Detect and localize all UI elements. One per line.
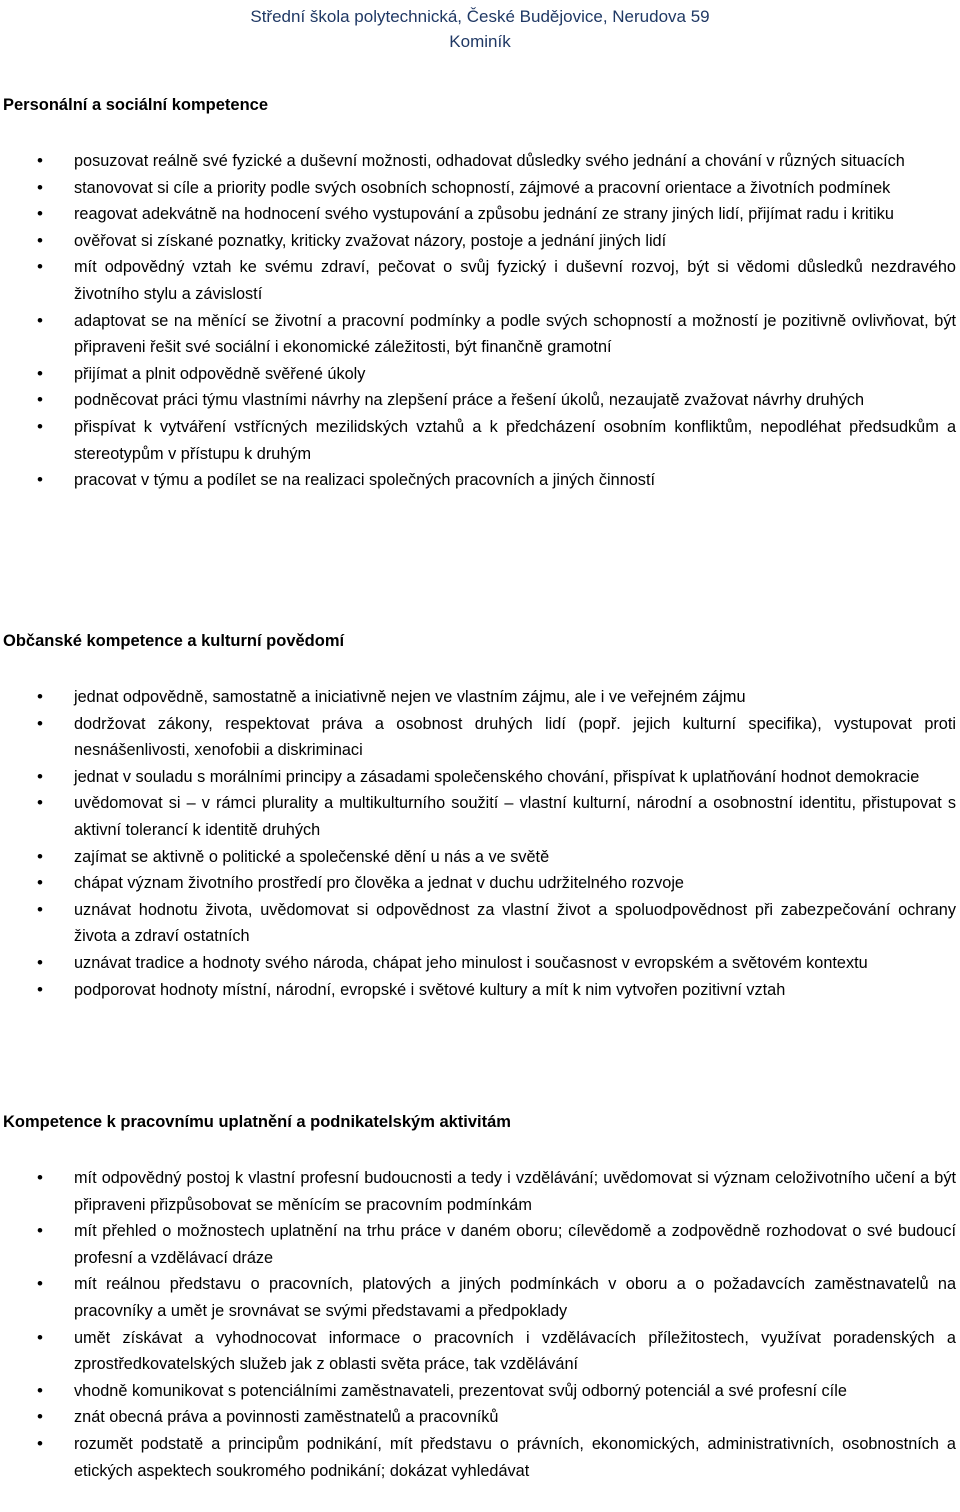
list-item: • uznávat hodnotu života, uvědomovat si odpovědnost za vlastní život a spoluodpovědnost při zabezpečování ochrany života a zdraví ostatních: [0, 897, 960, 950]
list-item: • zajímat se aktivně o politické a společenské dění u nás a ve světě: [0, 844, 960, 871]
list-item: • posuzovat reálně své fyzické a duševní možnosti, odhadovat důsledky svého jednání a chování v různých situacích: [0, 148, 960, 175]
list-item: • mít odpovědný postoj k vlastní profesní budoucnosti a tedy i vzdělávání; uvědomovat si význam celoživotního učení a být připraveni přizpůsobovat se měnícím se pracovním podmínkám: [0, 1165, 960, 1218]
list-item: • rozumět podstatě a principům podnikání, mít představu o právních, ekonomických, administrativních, osobnostních a etických aspektech soukromého podnikání; dokázat vyhledávat: [0, 1431, 960, 1484]
list-item: • uznávat tradice a hodnoty svého národa, chápat jeho minulost i současnost v evropském a světovém kontextu: [0, 950, 960, 977]
list-item: • chápat význam životního prostředí pro člověka a jednat v duchu udržitelného rozvoje: [0, 870, 960, 897]
list-item: • reagovat adekvátně na hodnocení svého vystupování a způsobu jednání ze strany jiných lidí, přijímat radu i kritiku: [0, 201, 960, 228]
list-item: • přijímat a plnit odpovědně svěřené úkoly: [0, 361, 960, 388]
list-item: • znát obecná práva a povinnosti zaměstnatelů a pracovníků: [0, 1404, 960, 1431]
section-heading-civic-cultural: Občanské kompetence a kulturní povědomí: [3, 632, 345, 650]
list-item: • dodržovat zákony, respektovat práva a osobnost druhých lidí (popř. jejich kulturní specifika), vystupovat proti nesnášenlivosti, xenofobii a diskriminaci: [0, 711, 960, 764]
field-name: Kominík: [449, 32, 511, 51]
bullet-list-civic-cultural: [0, 684, 960, 1003]
bullet-list-personal-social: [0, 148, 960, 494]
list-item: • mít reálnou představu o pracovních, platových a jiných podmínkách v oboru a o požadavcích zaměstnavatelů na pracovníky a umět je srovnávat se svými představami a předpoklady: [0, 1271, 960, 1324]
list-item: • jednat v souladu s morálními principy a zásadami společenského chování, přispívat k uplatňování hodnot demokracie: [0, 764, 960, 791]
list-item: • pracovat v týmu a podílet se na realizaci společných pracovních a jiných činností: [0, 467, 960, 494]
bullet-list-employment-entrepreneurship: [0, 1165, 960, 1484]
list-item: • přispívat k vytváření vstřícných mezilidských vztahů a k předcházení osobním konfliktům, nepodléhat předsudkům a stereotypům v přístupu k druhým: [0, 414, 960, 467]
list-item: • adaptovat se na měnící se životní a pracovní podmínky a podle svých schopností a možností je pozitivně ovlivňovat, být připraveni řešit své sociální i ekonomické záležitosti, být finančně gramotní: [0, 308, 960, 361]
list-item: • mít odpovědný vztah ke svému zdraví, pečovat o svůj fyzický i duševní rozvoj, být si vědomi důsledků nezdravého životního stylu a závislostí: [0, 254, 960, 307]
list-item: • mít přehled o možnostech uplatnění na trhu práce v daném oboru; cílevědomě a zodpovědně rozhodovat o své budoucí profesní a vzdělávací dráze: [0, 1218, 960, 1271]
page-header: [0, 0, 960, 54]
list-item: • vhodně komunikovat s potenciálními zaměstnavateli, prezentovat svůj odborný potenciál a své profesní cíle: [0, 1378, 960, 1405]
school-name: Střední škola polytechnická, České Budějovice, Nerudova 59: [250, 7, 710, 26]
list-item: • umět získávat a vyhodnocovat informace o pracovních i vzdělávacích příležitostech, využívat poradenských a zprostředkovatelských služeb jak z oblasti světa práce, tak vzdělávání: [0, 1325, 960, 1378]
list-item: • jednat odpovědně, samostatně a iniciativně nejen ve vlastním zájmu, ale i ve veřejném zájmu: [0, 684, 960, 711]
section-heading-employment-entrepreneurship: Kompetence k pracovnímu uplatnění a podnikatelským aktivitám: [3, 1113, 511, 1131]
list-item: • podporovat hodnoty místní, národní, evropské i světové kultury a mít k nim vytvořen pozitivní vztah: [0, 977, 960, 1004]
list-item: • podněcovat práci týmu vlastními návrhy na zlepšení práce a řešení úkolů, nezaujatě zvažovat návrhy druhých: [0, 387, 960, 414]
list-item: • stanovovat si cíle a priority podle svých osobních schopností, zájmové a pracovní orientace a životních podmínek: [0, 175, 960, 202]
section-heading-personal-social: Personální a sociální kompetence: [3, 96, 269, 114]
list-item: • uvědomovat si – v rámci plurality a multikulturního soužití – vlastní kulturní, národní a osobnostní identitu, přistupovat s aktivní tolerancí k identitě druhých: [0, 790, 960, 843]
list-item: • ověřovat si získané poznatky, kriticky zvažovat názory, postoje a jednání jiných lidí: [0, 228, 960, 255]
